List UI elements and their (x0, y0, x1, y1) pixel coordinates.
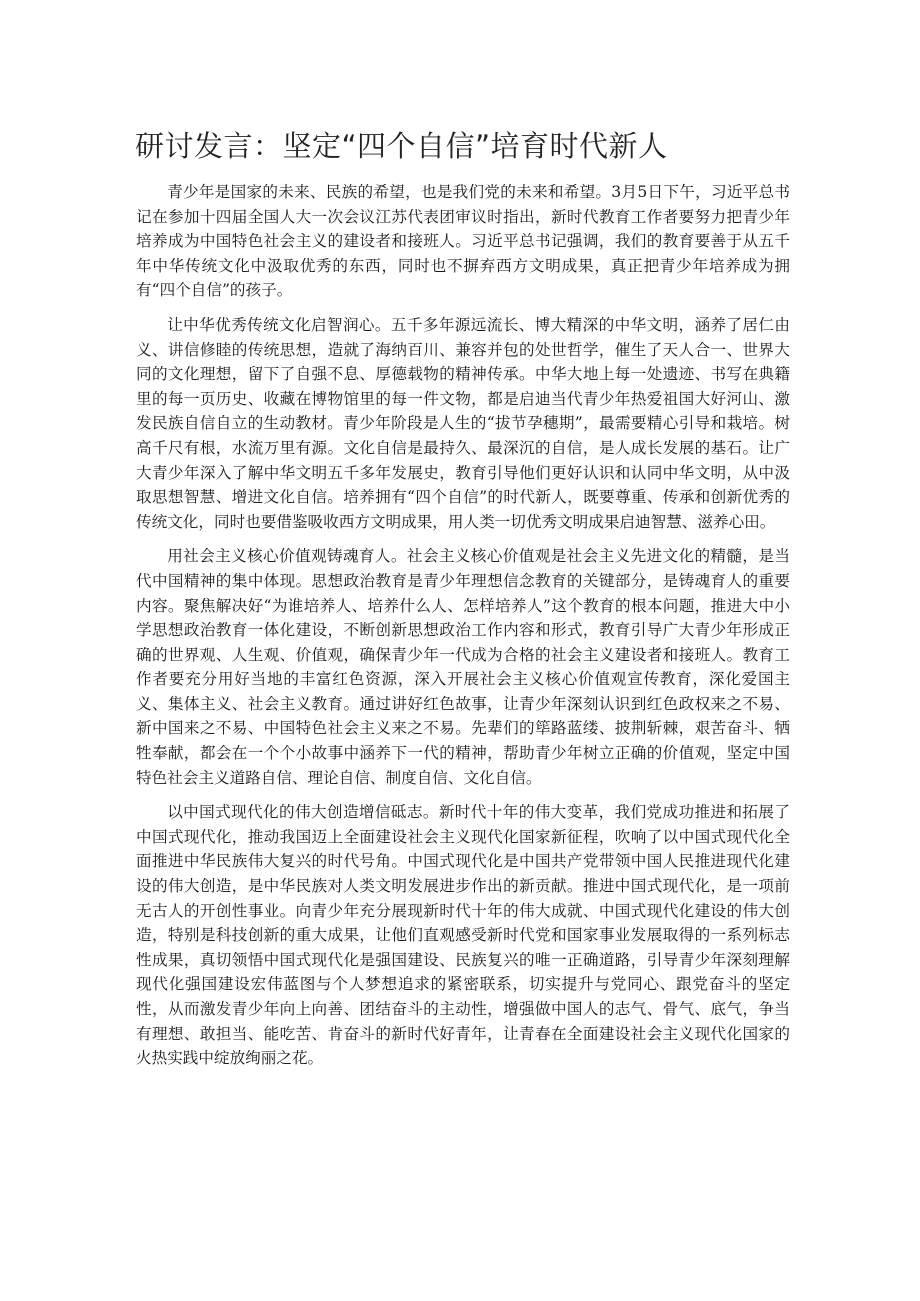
paragraph-1: 青少年是国家的未来、民族的希望，也是我们党的未来和希望。3月5日下午，习近平总书记在参加十四届全国人大一次会议江苏代表团审议时指出，新时代教育工作者要努力把青少年培养成为中国特色社会主义的建设者和接班人。习近平总书记强调，我们的教育要善于从五千年中华传统文化中汲取优秀的东西，同时也不摒弃西方文明成果，真正把青少年培养成为拥有“四个自信”的孩子。 (136, 183, 790, 300)
paragraph-4: 以中国式现代化的伟大创造增信砥志。新时代十年的伟大变革，我们党成功推进和拓展了中国式现代化，推动我国迈上全面建设社会主义现代化国家新征程，吹响了以中国式现代化全面推进中华民族伟大复兴的时代号角。中国式现代化是中国共产党带领中国人民推进现代化建设的伟大创造，是中华民族对人类文明发展进步作出的新贡献。推进中国式现代化，是一项前无古人的开创性事业。向青少年充分展现新时代十年的伟大成就、中国式现代化建设的伟大创造，特别是科技创新的重大成果，让他们直观感受新时代党和国家事业发展取得的一系列标志性成果，真切领悟中国式现代化是强国建设、民族复兴的唯一正确道路，引导青少年深刻理解现代化强国建设宏伟蓝图与个人梦想追求的紧密联系，切实提升与党同心、跟党奋斗的坚定性，从而激发青少年向上向善、团结奋斗的主动性，增强做中国人的志气、骨气、底气，争当有理想、敢担当、能吃苦、肯奋斗的新时代好青年，让青春在全面建设社会主义现代化国家的火热实践中绽放绚丽之花。 (136, 803, 790, 1068)
article-body (136, 180, 790, 1081)
paragraph-2: 让中华优秀传统文化启智润心。五千多年源远流长、博大精深的中华文明，涵养了居仁由义、讲信修睦的传统思想，造就了海纳百川、兼容并包的处世哲学，催生了天人合一、世界大同的文化理想，留下了自强不息、厚德载物的精神传承。中华大地上每一处遗迹、书写在典籍里的每一页历史、收藏在博物馆里的每一件文物，都是启迪当代青少年热爱祖国大好河山、激发民族自信自立的生动教材。青少年阶段是人生的“拔节孕穗期”，最需要精心引导和栽培。树高千尺有根，水流万里有源。文化自信是最持久、最深沉的自信，是人成长发展的基石。让广大青少年深入了解中华文明五千多年发展史，教育引导他们更好认识和认同中华文明，从中汲取思想智慧、增进文化自信。培养拥有“四个自信”的时代新人，既要尊重、传承和创新优秀的传统文化，同时也要借鉴吸收西方文明成果，用人类一切优秀文明成果启迪智慧、滋养心田。 (136, 315, 790, 531)
paragraph-3: 用社会主义核心价值观铸魂育人。社会主义核心价值观是社会主义先进文化的精髓，是当代中国精神的集中体现。思想政治教育是青少年理想信念教育的关键部分，是铸魂育人的重要内容。聚焦解决好“为谁培养人、培养什么人、怎样培养人”这个教育的根本问题，推进大中小学思想政治教育一体化建设，不断创新思想政治工作内容和形式，教育引导广大青少年形成正确的世界观、人生观、价值观，确保青少年一代成为合格的社会主义建设者和接班人。教育工作者要充分用好当地的丰富红色资源，深入开展社会主义核心价值观宣传教育，深化爱国主义、集体主义、社会主义教育。通过讲好红色故事，让青少年深刻认识到红色政权来之不易、新中国来之不易、中国特色社会主义来之不易。先辈们的筚路蓝缕、披荆斩棘，艰苦奋斗、牺牲奉献，都会在一个个小故事中涵养下一代的精神，帮助青少年树立正确的价值观，坚定中国特色社会主义道路自信、理论自信、制度自信、文化自信。 (136, 547, 790, 787)
page-title: 研讨发言：坚定“四个自信”培育时代新人 (135, 129, 668, 163)
